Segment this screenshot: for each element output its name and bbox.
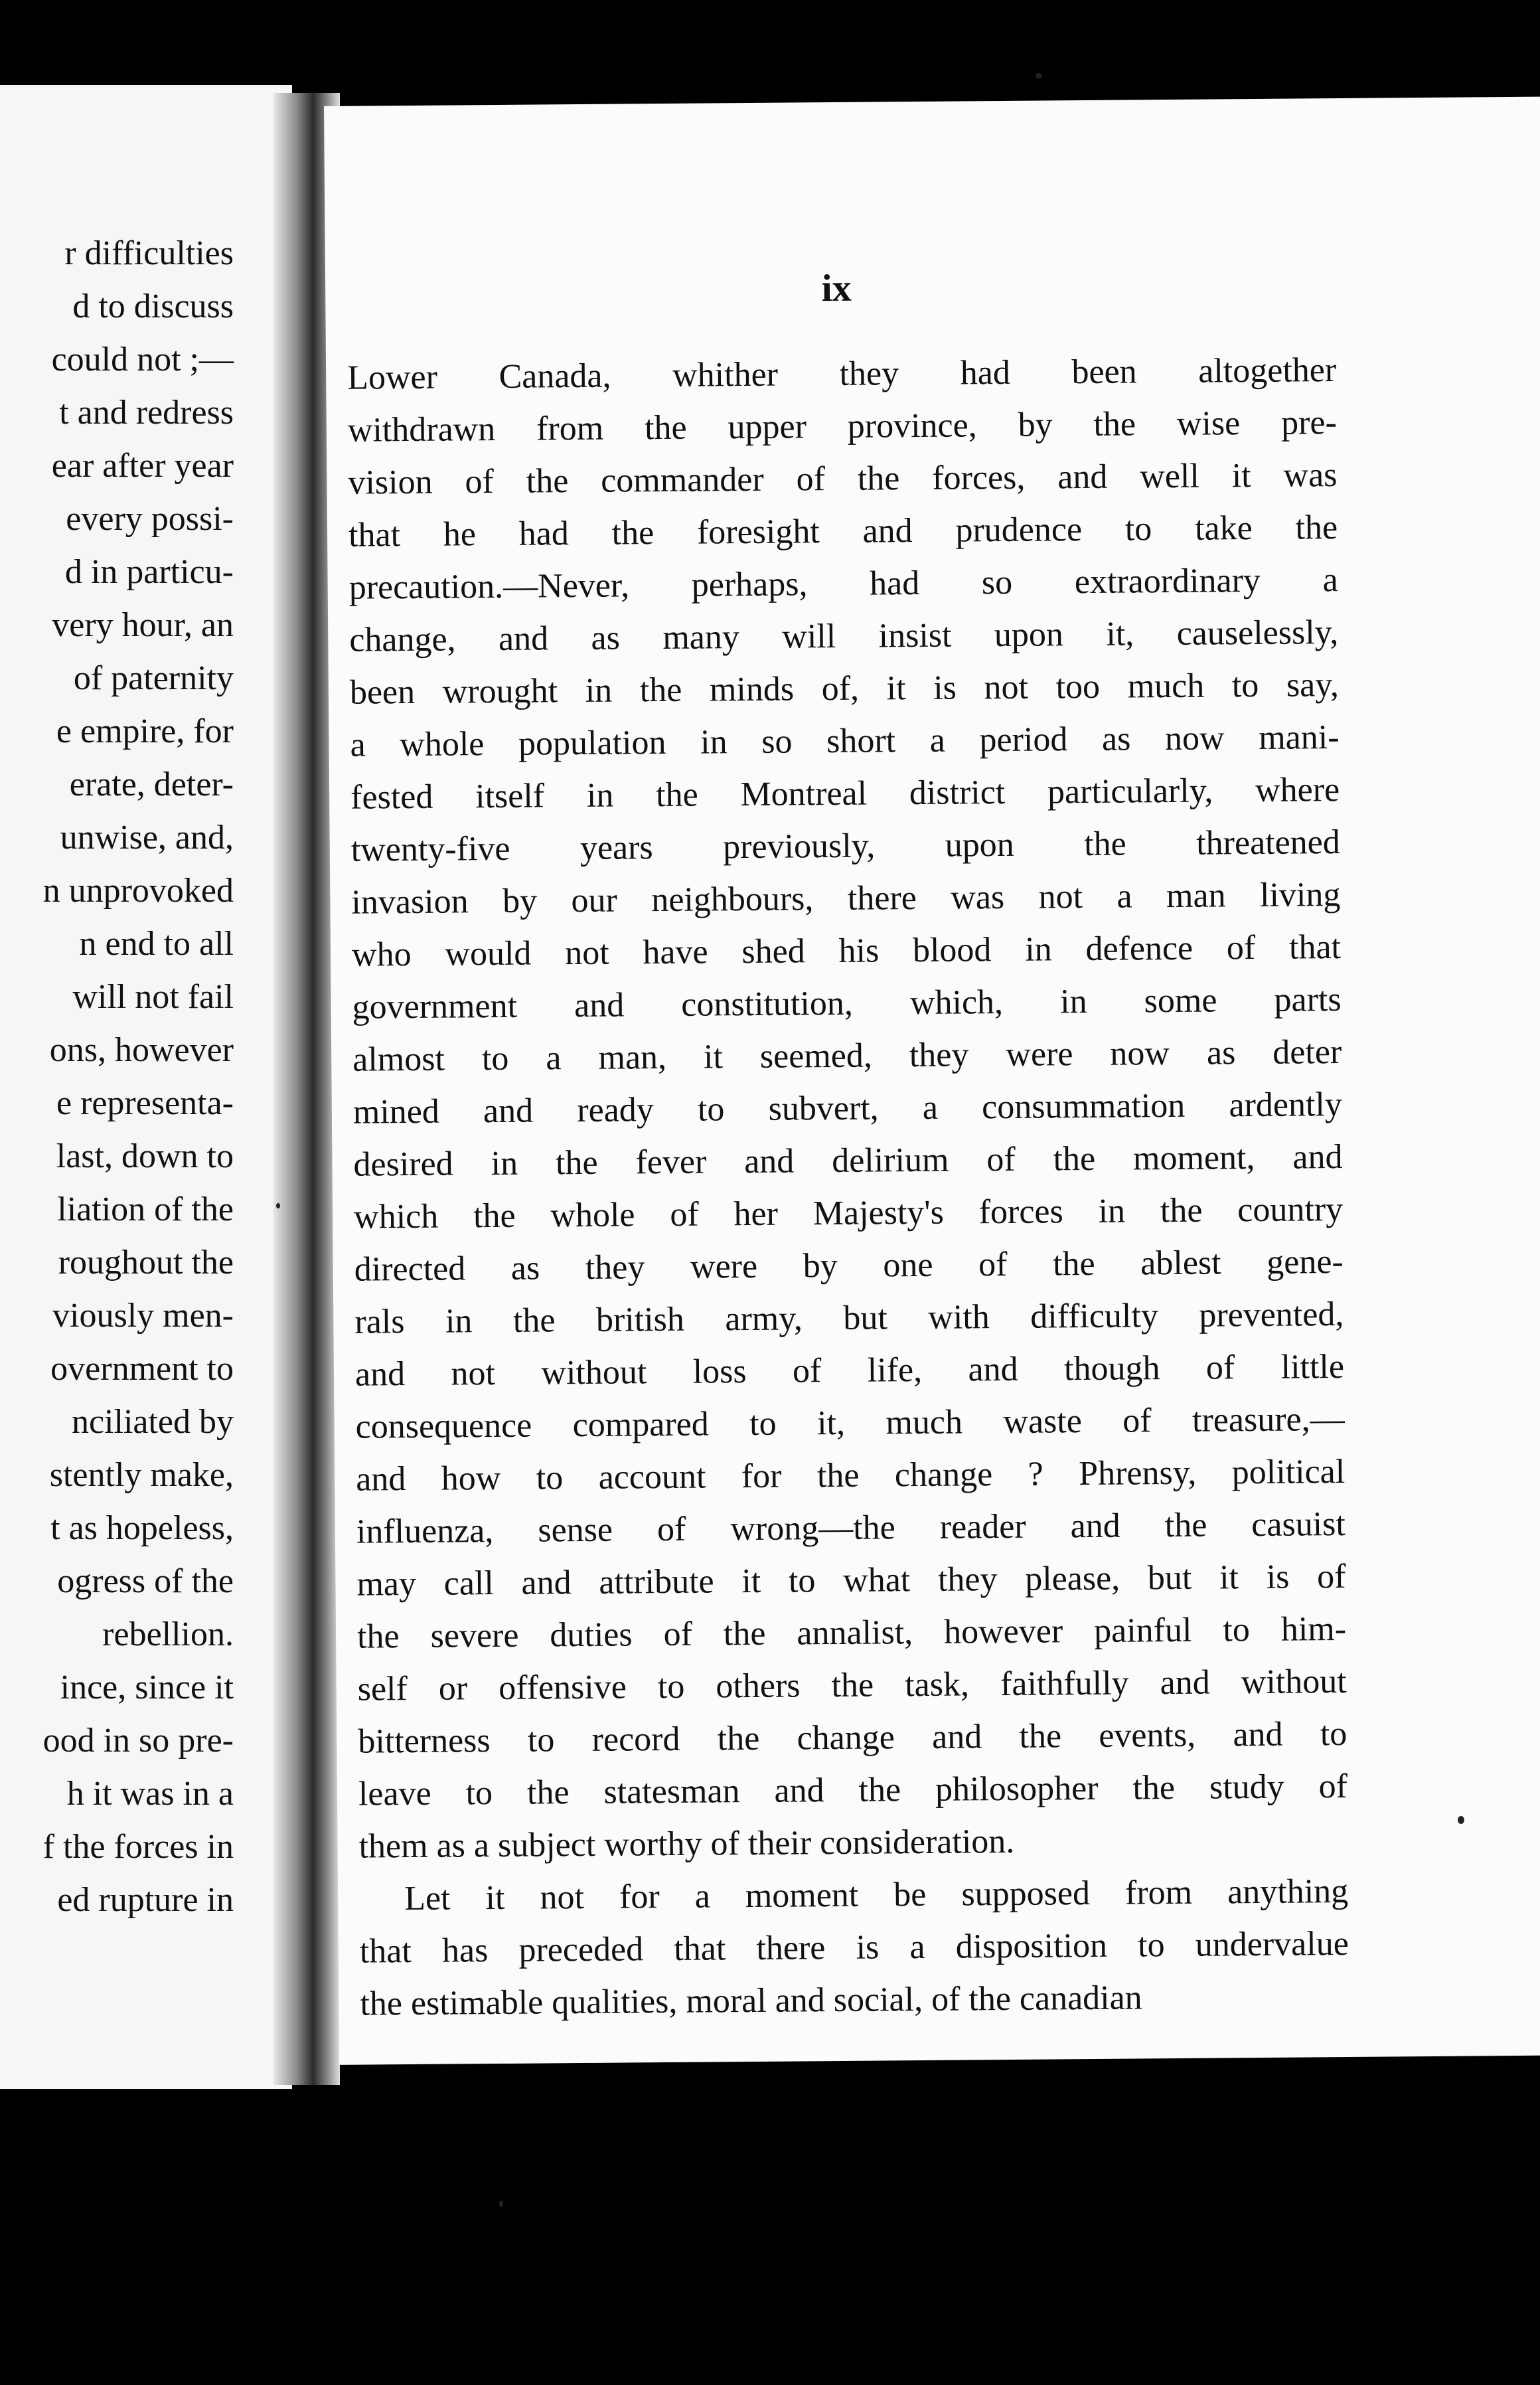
body-line: invasion by our neighbours, there was not a man living <box>351 876 1341 922</box>
left-page-line: h it was in a <box>66 1775 234 1813</box>
body-line: directed as they were by one of the ablest gene- <box>354 1242 1344 1289</box>
body-line: the estimable qualities, moral and social, of the canadian <box>360 1979 1142 2023</box>
left-page-line: ear after year <box>51 447 234 485</box>
left-page-line: could not ;— <box>51 341 234 378</box>
body-line: twenty-five years previously, upon the threatened <box>350 823 1340 869</box>
left-page-line: nciliated by <box>71 1403 234 1441</box>
body-text <box>347 344 1349 2030</box>
body-line: change, and as many will insist upon it, causelessly, <box>349 614 1339 659</box>
left-page-line: e empire, for <box>56 712 234 750</box>
body-line: mined and ready to subvert, a consummation ardently <box>352 1086 1343 1131</box>
body-line: a whole population in so short a period as now mani- <box>350 718 1340 764</box>
body-line: desired in the fever and delirium of the moment, and <box>353 1137 1343 1184</box>
body-line: rals in the british army, but with difficulty prevented, <box>354 1295 1344 1341</box>
body-line: and not without loss of life, and though of little <box>354 1347 1345 1394</box>
left-page-line: n end to all <box>79 925 234 963</box>
left-page-line: viously men- <box>52 1297 234 1335</box>
body-line: consequence compared to it, much waste of treasure,— <box>355 1400 1345 1446</box>
left-page-line: stently make, <box>49 1456 234 1494</box>
left-page-line: very hour, an <box>52 606 234 644</box>
left-page-line: ogress of the <box>57 1562 234 1600</box>
left-page-line: liation of the <box>57 1191 234 1228</box>
left-page-line: r difficulties <box>64 234 234 272</box>
body-line: them as a subject worthy of their consideration. <box>358 1822 1015 1866</box>
body-line: leave to the statesman and the philosopher the study of <box>358 1767 1348 1813</box>
left-page-line: erate, deter- <box>69 766 234 803</box>
left-page-line: will not fail <box>72 978 234 1016</box>
left-page-line: ood in so pre- <box>42 1722 234 1760</box>
left-page-line: rebellion. <box>102 1615 234 1653</box>
left-page-line: unwise, and, <box>60 819 234 857</box>
body-line: been wrought in the minds of, it is not too much to say, <box>349 666 1340 712</box>
left-page-line: ince, since it <box>60 1669 234 1706</box>
body-line: almost to a man, it seemed, they were now as deter <box>352 1033 1342 1079</box>
left-page-line: n unprovoked <box>42 872 234 910</box>
left-page-line: d to discuss <box>72 288 234 325</box>
left-page-line: overnment to <box>50 1350 234 1388</box>
body-line: bitterness to record the change and the events, and to <box>358 1714 1348 1761</box>
paper-speck <box>1036 73 1042 78</box>
left-page-line: t as hopeless, <box>50 1509 234 1547</box>
left-page-line: f the forces in <box>42 1828 234 1866</box>
right-page <box>324 97 1540 2065</box>
paper-speck <box>276 1203 280 1208</box>
body-line: Lower Canada, whither they had been altogether <box>346 351 1337 397</box>
left-page-line: ons, however <box>49 1031 234 1069</box>
paper-speck <box>1458 1816 1464 1824</box>
left-page-line: of paternity <box>73 659 234 697</box>
page-number: ix <box>821 266 852 310</box>
body-line: Let it not for a moment be supposed from anything <box>404 1872 1349 1918</box>
body-line: the severe duties of the annalist, however painful to him- <box>356 1609 1347 1656</box>
left-page <box>0 85 292 2089</box>
body-line: fested itself in the Montreal district particularly, where <box>350 771 1340 817</box>
left-page-line: d in particu- <box>64 553 234 591</box>
left-page-line: ed rupture in <box>57 1881 234 1919</box>
body-line: and how to account for the change ? Phrensy, political <box>356 1452 1346 1499</box>
left-page-line: every possi- <box>66 500 234 538</box>
left-page-line: e representa- <box>56 1084 234 1122</box>
body-line: which the whole of her Majesty's forces in the country <box>353 1190 1344 1236</box>
paper-speck <box>499 2200 503 2207</box>
body-line: who would not have shed his blood in defence of that <box>351 928 1342 974</box>
body-line: that has preceded that there is a disposition to undervalue <box>359 1924 1349 1971</box>
body-line: self or offensive to others the task, faithfully and without <box>357 1662 1347 1708</box>
left-page-line: last, down to <box>56 1137 234 1175</box>
body-line: that he had the foresight and prudence to take the <box>348 509 1338 554</box>
body-line: influenza, sense of wrong—the reader and the casuist <box>356 1505 1346 1551</box>
left-page-line: t and redress <box>59 394 234 432</box>
body-line: precaution.—Never, perhaps, had so extraordinary a <box>348 561 1338 607</box>
body-line: vision of the commander of the forces, and well it was <box>348 456 1338 502</box>
body-line: may call and attribute it to what they please, but it is of <box>356 1557 1346 1604</box>
body-line: withdrawn from the upper province, by the wise pre- <box>347 404 1338 450</box>
left-page-line: roughout the <box>58 1244 234 1281</box>
body-line: government and constitution, which, in some parts <box>352 981 1342 1027</box>
